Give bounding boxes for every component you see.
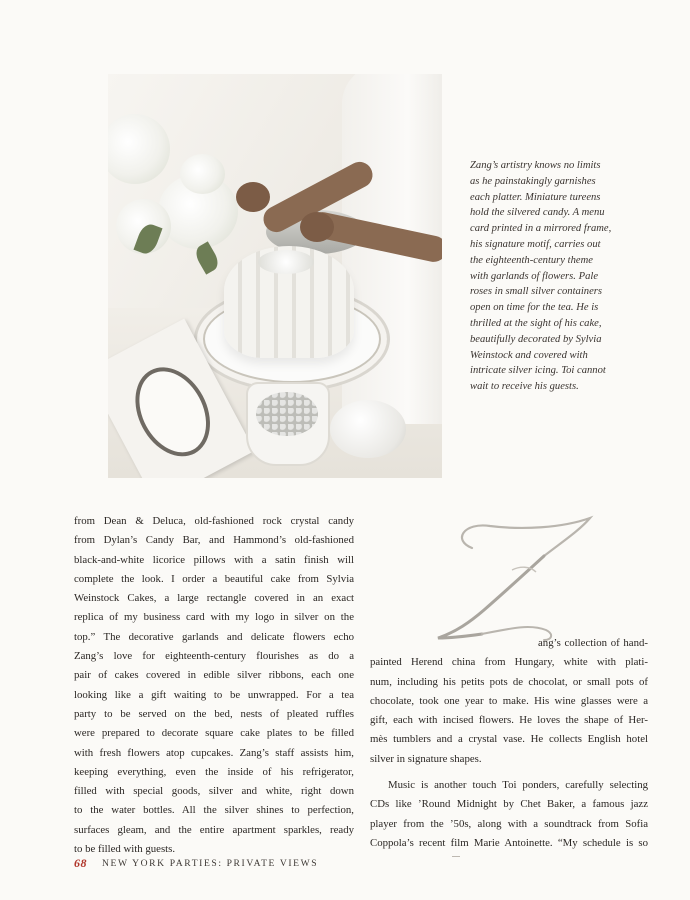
body-line: to the water bottles. All the silver shines to perfection, <box>74 804 354 817</box>
caption-line: intricate silver icing. Toi cannot <box>470 365 606 377</box>
body-line: Coppola’s recent film Marie Antoinette. “My schedule is so <box>370 836 648 849</box>
drop-cap-initial <box>412 500 602 650</box>
body-line: num, including his petits pots de chocolat, or small pots of <box>370 675 648 688</box>
caption-line: Zang’s artistry knows no limits <box>470 160 601 171</box>
body-line: keeping everything, even the inside of his refrigerator, <box>74 765 354 778</box>
body-line: Weinstock Cakes, a large rectangle covered in an exact <box>74 592 354 605</box>
caption-line: open on time for the tea. He is <box>470 302 599 314</box>
caption-line: beautifully decorated by Sylvia <box>470 333 602 345</box>
caption-line: Weinstock and covered with <box>470 349 588 361</box>
body-line: black-and-white licorice pillows with a satin finish will <box>74 553 354 566</box>
body-line: gift, each with incised flowers. He loves the shape of Her- <box>370 714 648 727</box>
caption-line: card printed in a mirrored frame, <box>470 223 612 235</box>
body-line: silver in signature shapes. <box>370 752 482 765</box>
body-line: Music is another touch Toi ponders, carefully selecting <box>388 779 648 792</box>
caption-line: roses in small silver containers <box>470 286 603 298</box>
body-line: CDs like ’Round Midnight by Chet Baker, a famous jazz <box>370 798 648 811</box>
body-line: to be filled with guests. <box>74 843 176 856</box>
body-line: ang’s collection of hand- <box>538 637 648 649</box>
body-line: party to be served on the bed, nests of pleated ruffles <box>74 707 354 720</box>
caption-line: his signature motif, carries out <box>470 238 601 250</box>
body-line: filled with special goods, silver and white, right down <box>74 785 354 798</box>
body-line: were prepared to decorate square cake plates to be filled <box>74 727 354 740</box>
body-line: from Dylan’s Candy Bar, and Hammond’s old-fashioned <box>74 534 354 547</box>
body-line: player from the ’50s, along with a soundtrack from Sofia <box>370 817 648 830</box>
body-line: complete the look. I order a beautiful cake from Sylvia <box>74 572 354 585</box>
caption-line: the eighteenth-century theme <box>470 254 593 266</box>
cake-garnishing-photo <box>108 74 442 478</box>
body-line: surfaces gleam, and the entire apartment sparkles, ready <box>74 823 354 836</box>
photo-caption <box>470 158 630 395</box>
caption-line: thrilled at the sight of his cake, <box>470 317 602 329</box>
body-line: painted Herend china from Hungary, white with plati- <box>370 656 648 669</box>
body-column-right <box>370 634 648 853</box>
body-line: pair of cakes covered in edible silver ribbons, each one <box>74 669 354 682</box>
body-line: Zang’s love for eighteenth-century flourishes as do a <box>74 650 354 663</box>
caption-line: with garlands of flowers. Pale <box>470 270 599 282</box>
body-line: chocolate, took one year to make. His wine glasses were a <box>370 694 648 707</box>
body-line: from Dean & Deluca, old-fashioned rock crystal candy <box>74 515 354 527</box>
body-line: top.” The decorative garlands and delicate flowers echo <box>74 630 354 643</box>
body-line: mès tumblers and a crystal vase. He collects English hotel <box>370 733 648 746</box>
caption-line: each platter. Miniature tureens <box>470 191 601 203</box>
body-line: looking like a gift waiting to be unwrapped. For a tea <box>74 688 354 701</box>
page-number: 68 <box>74 856 87 870</box>
body-column-left <box>74 512 354 859</box>
body-line: with fresh flowers atop cupcakes. Zang’s staff assists him, <box>74 746 354 759</box>
caption-line: wait to receive his guests. <box>470 381 579 393</box>
footer-mark <box>452 856 460 857</box>
running-title: NEW YORK PARTIES: PRIVATE VIEWS <box>102 858 319 869</box>
body-line: replica of my business card with my logo in silver on the <box>74 611 354 624</box>
caption-line: hold the silvered candy. A menu <box>470 207 605 219</box>
caption-line: as he painstakingly garnishes <box>470 175 596 187</box>
